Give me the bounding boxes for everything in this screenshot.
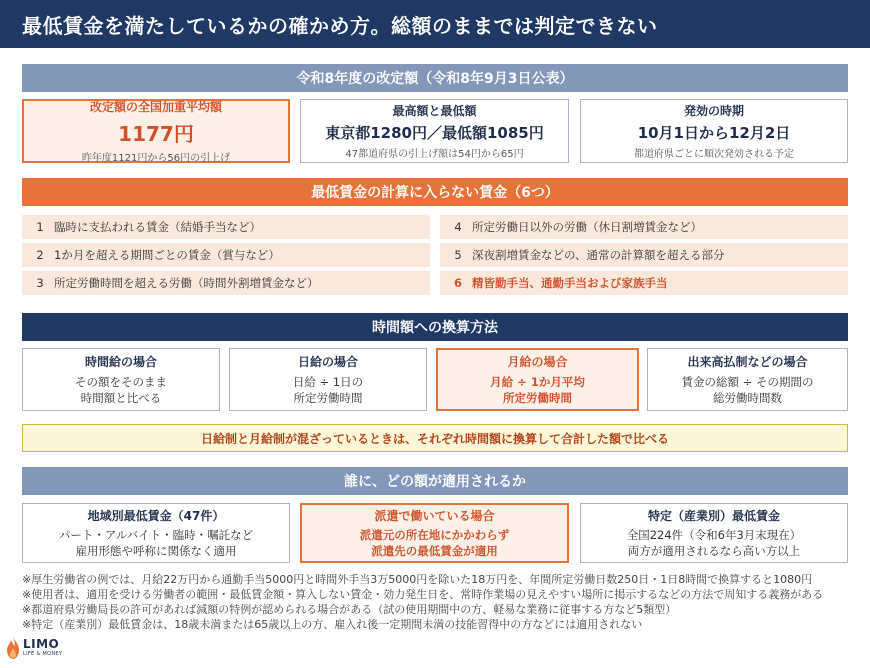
box-line: 総労働時間数 <box>713 391 782 405</box>
box-title: 時間給の場合 <box>84 355 157 369</box>
box-effective-date <box>580 99 848 163</box>
list-item <box>440 215 848 239</box>
limo-logo <box>6 636 62 660</box>
box-line: 派遣元の所在地にかかわらず <box>359 528 510 542</box>
list-item <box>22 271 430 295</box>
box-title: 派遣で働いている場合 <box>374 509 495 523</box>
item-text: 所定労働日以外の労働（休日割増賃金など） <box>472 220 702 234</box>
box-title: 改定額の全国加重平均額 <box>89 100 222 114</box>
footnote: ※厚生労働省の例では、月給22万円から通勤手当5000円と時間外手当3万5000円を除いた18万円を、年間所定労働日数250日・1日8時間で換算すると1080円 <box>22 573 813 586</box>
item-number: 3 <box>36 276 44 290</box>
item-text: 精皆勤手当、通勤手当および家族手当 <box>472 276 668 290</box>
box-subtext: 都道府県ごとに順次発効される予定 <box>634 149 794 160</box>
item-text: 臨時に支払われる賃金（結婚手当など） <box>54 220 261 234</box>
item-text: 1か月を超える期間ごとの賃金（賞与など） <box>54 248 280 262</box>
box-title: 出来高払制などの場合 <box>687 355 808 369</box>
item-number: 5 <box>454 248 462 262</box>
box-title: 日給の場合 <box>297 355 358 369</box>
footnotes <box>22 572 862 632</box>
box-subtext: 昨年度1121円から56円の引上げ <box>81 153 231 164</box>
flame-icon <box>6 636 20 660</box>
box-title: 最高額と最低額 <box>392 104 477 118</box>
box-line: 雇用形態や呼称に関係なく適用 <box>75 544 237 558</box>
box-main-value: 1177円 <box>118 122 194 146</box>
notice-banner: 日給制と月給制が混ざっているときは、それぞれ時間額に換算して合計した額で比べる <box>22 424 848 452</box>
box-monthly <box>436 348 639 411</box>
logo-name: LIMO <box>23 637 60 651</box>
title-bar <box>0 0 870 48</box>
box-main-value: 東京都1280円／最低額1085円 <box>325 124 544 142</box>
section-header-excluded-wages: 最低賃金の計算に入らない賃金（6つ） <box>22 178 848 206</box>
section-header-applicability: 誰に、どの額が適用されるか <box>22 467 848 495</box>
box-line: 日給 ÷ 1日の <box>292 375 364 389</box>
item-number: 4 <box>454 220 462 234</box>
list-item <box>22 243 430 267</box>
item-number: 6 <box>453 276 462 290</box>
box-subtext: 47都道府県の引上げ額は54円から65円 <box>345 149 524 160</box>
box-main-value: 10月1日から12月2日 <box>637 124 791 142</box>
footnote: ※使用者は、適用を受ける労働者の範囲・最低賃金額・算入しない賃金・効力発生日を、常時作業場の見えやすい場所に掲示するなどの方法で周知する義務がある <box>22 588 824 601</box>
box-daily <box>229 348 427 411</box>
box-title: 月給の場合 <box>507 355 568 369</box>
box-title: 特定（産業別）最低賃金 <box>647 509 780 523</box>
item-text: 深夜割増賃金などの、通常の計算額を超える部分 <box>472 248 725 262</box>
box-title: 発効の時期 <box>683 104 744 118</box>
footnote: ※都道府県労働局長の許可があれば減額の特例が認められる場合がある（試の使用期間中の方、軽易な業務に従事する方など5類型） <box>22 603 677 616</box>
item-number: 1 <box>36 220 44 234</box>
item-number: 2 <box>36 248 44 262</box>
footnote: ※特定（産業別）最低賃金は、18歳未満または65歳以上の方、雇入れ後一定期間未満の技能習得中の方などには適用されない <box>22 618 643 631</box>
item-text: 所定労働時間を超える労働（時間外割増賃金など） <box>54 276 319 290</box>
box-line: 賃金の総額 ÷ その期間の <box>681 375 814 389</box>
box-national-average <box>22 99 290 163</box>
box-hourly <box>22 348 220 411</box>
list-item-highlight <box>440 271 848 295</box>
box-line: 全国224件（令和6年3月末現在） <box>626 528 802 542</box>
box-line: 派遣先の最低賃金が適用 <box>371 544 498 558</box>
section-header-conversion: 時間額への換算方法 <box>22 313 848 341</box>
box-line: 両方が適用されるなら高い方以上 <box>627 544 801 558</box>
box-line: パート・アルバイト・臨時・嘱託など <box>58 528 254 542</box>
page-title: 最低賃金を満たしているかの確かめ方。総額のままでは判定できない <box>22 13 658 38</box>
list-item <box>22 215 430 239</box>
box-regional <box>22 503 290 563</box>
box-max-min <box>300 99 569 163</box>
box-line: 月給 ÷ 1か月平均 <box>490 375 585 389</box>
box-line: その額をそのまま <box>75 375 167 389</box>
box-line: 時間額と比べる <box>80 391 162 405</box>
box-piece-rate <box>647 348 848 411</box>
box-dispatch <box>300 503 569 563</box>
section-header-revision: 令和8年度の改定額（令和8年9月3日公表） <box>22 64 848 92</box>
box-title: 地域別最低賃金（47件） <box>87 509 225 523</box>
logo-tagline: LIFE & MONEY <box>23 651 63 657</box>
box-industry-specific <box>580 503 848 563</box>
box-line: 所定労働時間 <box>503 391 572 405</box>
list-item <box>440 243 848 267</box>
box-line: 所定労働時間 <box>293 391 363 405</box>
